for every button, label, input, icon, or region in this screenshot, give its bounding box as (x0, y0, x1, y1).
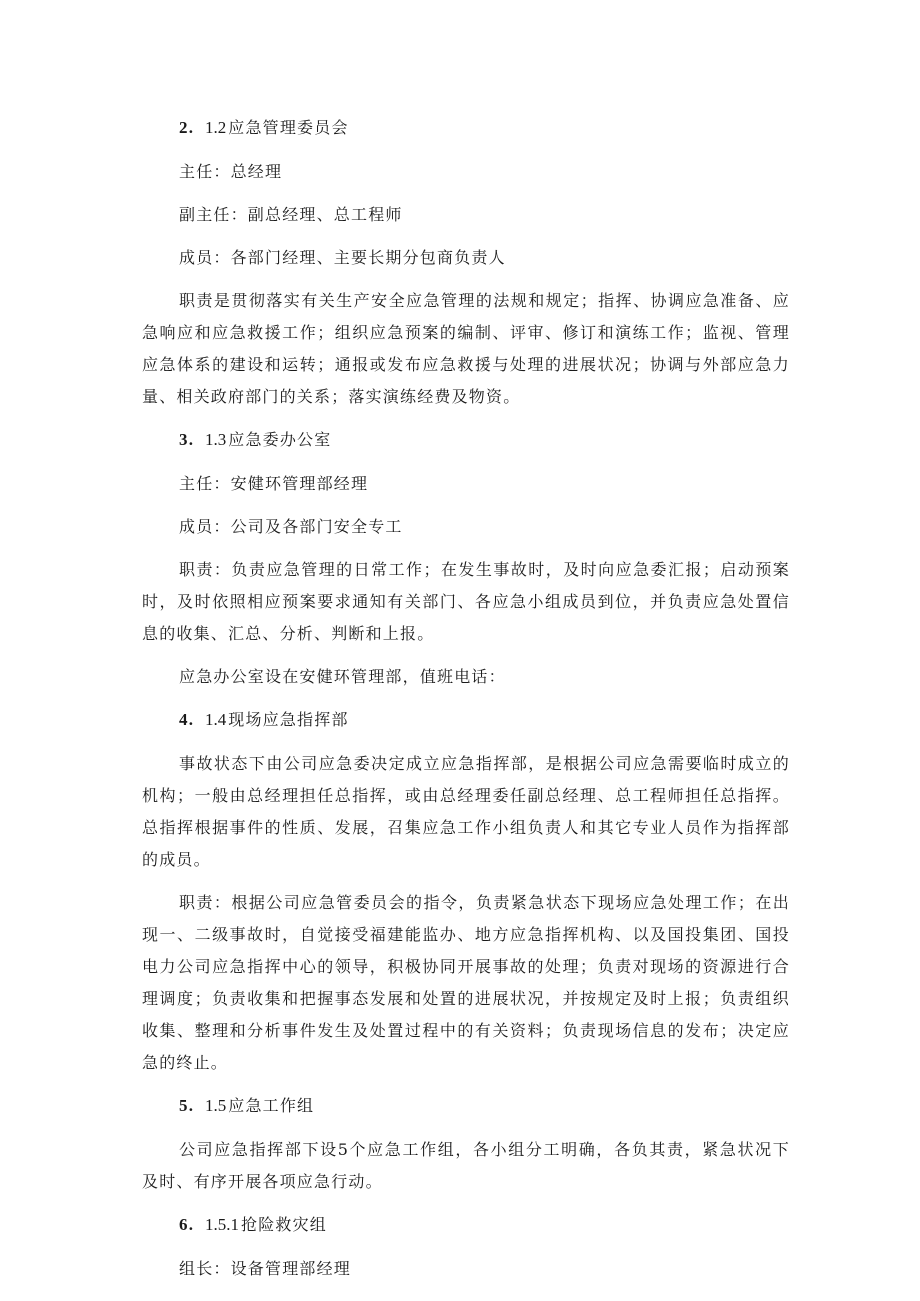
heading-number: 5. (179, 1096, 195, 1115)
heading-number: 3. (179, 430, 195, 449)
section-heading-1-4 (142, 704, 790, 736)
section-number: 1.5.1 (205, 1215, 239, 1234)
text-line: 成员：公司及各部门安全专工 (179, 517, 403, 536)
paragraph: 职责：负责应急管理的日常工作；在发生事故时，及时向应急委汇报；启动预案时，及时依照相应预案要求通知有关部门、各应急小组成员到位，并负责应急处置信息的收集、汇总、分析、判断和上报。 (142, 560, 790, 643)
section-heading-1-2 (142, 112, 790, 144)
text-line: 应急办公室设在安健环管理部，值班电话： (179, 667, 506, 686)
section-heading-1-5-1 (142, 1209, 790, 1241)
paragraph: 职责是贯彻落实有关生产安全应急管理的法规和规定；指挥、协调应急准备、应急响应和应急救援工作；组织应急预案的编制、评审、修订和演练工作；监视、管理应急体系的建设和运转；通报或发布应急救援与处理的进展状况；协调与外部应急力量、相关政府部门的关系；落实演练经费及物资。 (142, 291, 790, 406)
paragraph: 公司应急指挥部下设5个应急工作组，各小组分工明确，各负其责，紧急状况下及时、有序开展各项应急行动。 (142, 1140, 790, 1191)
text-line: 主任：总经理 (179, 162, 283, 181)
heading-title: 应急委办公室 (228, 430, 332, 449)
heading-title: 现场应急指挥部 (228, 710, 349, 729)
heading-number: 2. (179, 118, 195, 137)
text-line: 成员：各部门经理、主要长期分包商负责人 (179, 248, 506, 267)
section-number: 1.2 (205, 118, 227, 137)
section-number: 1.3 (205, 430, 227, 449)
document-body (142, 112, 790, 1296)
text-line: 组长：设备管理部经理 (179, 1259, 352, 1278)
section-number: 1.5 (205, 1096, 227, 1115)
section-heading-1-5 (142, 1090, 790, 1122)
heading-number: 6. (179, 1215, 195, 1234)
heading-title: 应急工作组 (228, 1096, 315, 1115)
section-number: 1.4 (205, 710, 227, 729)
section-heading-1-3 (142, 424, 790, 456)
heading-title: 应急管理委员会 (228, 118, 349, 137)
paragraph: 事故状态下由公司应急委决定成立应急指挥部，是根据公司应急需要临时成立的机构；一般由总经理担任总指挥，或由总经理委任副总经理、总工程师担任总指挥。总指挥根据事件的性质、发展，召集应急工作小组负责人和其它专业人员作为指挥部的成员。 (142, 754, 790, 869)
paragraph: 职责：根据公司应急管委员会的指令，负责紧急状态下现场应急处理工作；在出现一、二级事故时，自觉接受福建能监办、地方应急指挥机构、以及国投集团、国投电力公司应急指挥中心的领导，积极协同开展事故的处理；负责对现场的资源进行合理调度；负责收集和把握事态发展和处置的进展状况，并按规定及时上报；负责组织收集、整理和分析事件发生及处置过程中的有关资料；负责现场信息的发布；决定应急的终止。 (142, 893, 790, 1072)
text-line: 主任：安健环管理部经理 (179, 474, 369, 493)
heading-title: 抢险救灾组 (241, 1215, 328, 1234)
heading-number: 4. (179, 710, 195, 729)
text-line: 副主任：副总经理、总工程师 (179, 205, 403, 224)
